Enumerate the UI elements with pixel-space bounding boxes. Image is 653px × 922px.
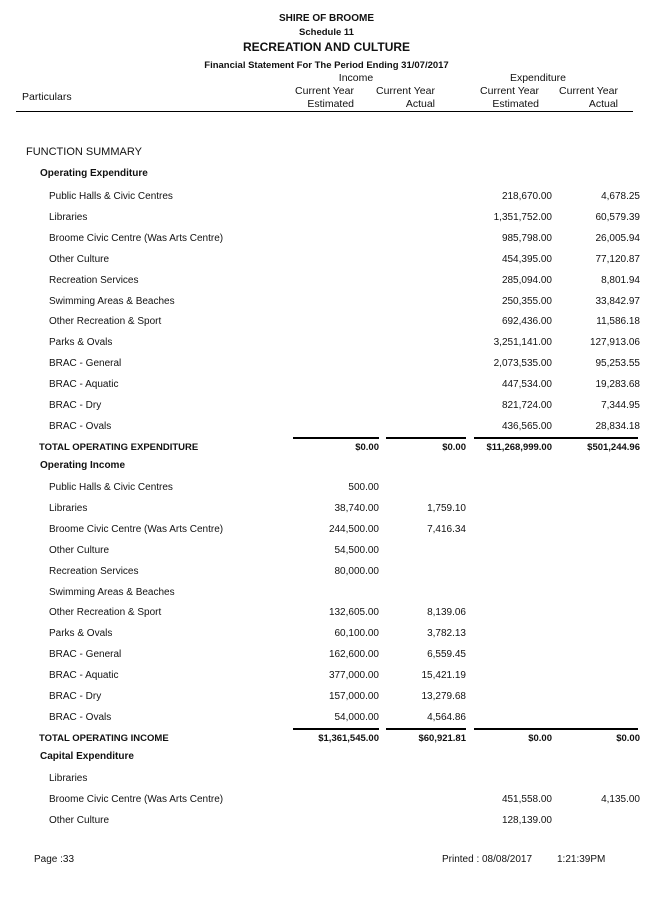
expenditure-actual-value: 28,834.18 [595, 420, 640, 432]
row-label: BRAC - Ovals [49, 711, 112, 723]
page-number: Page :33 [34, 854, 75, 865]
total-rule [293, 728, 379, 730]
row-label: Broome Civic Centre (Was Arts Centre) [49, 793, 224, 805]
total-rule [558, 728, 638, 730]
row-label: Libraries [49, 502, 88, 514]
table-row [0, 296, 653, 310]
total-rule [474, 437, 558, 439]
row-label: Libraries [49, 211, 88, 223]
income-actual-value: 3,782.13 [427, 628, 466, 640]
row-label: BRAC - Ovals [49, 420, 112, 432]
table-row [0, 233, 653, 247]
table-row [0, 254, 653, 268]
row-label: Other Culture [49, 544, 110, 556]
function-summary-heading: FUNCTION SUMMARY [26, 146, 142, 158]
table-row [0, 503, 653, 517]
expenditure-actual-value: 95,253.55 [595, 358, 640, 370]
header-divider [16, 111, 633, 112]
expenditure-estimated-value: 250,355.00 [501, 295, 552, 307]
row-label: Parks & Ovals [49, 337, 113, 349]
row-label: Libraries [49, 773, 88, 784]
row-label: Recreation Services [49, 274, 139, 286]
table-row [0, 337, 653, 351]
table-row [0, 691, 653, 705]
table-row [0, 815, 653, 829]
expenditure-estimated-value: 128,139.00 [501, 814, 552, 826]
row-label: BRAC - General [49, 649, 122, 661]
total-rule [386, 437, 466, 439]
income-estimated-value: 80,000.00 [334, 565, 379, 577]
total-label: TOTAL OPERATING EXPENDITURE [39, 442, 199, 453]
total-row [0, 733, 653, 747]
table-row [0, 358, 653, 372]
income-actual-value: 13,279.68 [421, 691, 466, 702]
table-row [0, 191, 653, 205]
income-estimated-value: 60,100.00 [334, 628, 379, 640]
expenditure-estimated-value: 985,798.00 [501, 232, 552, 244]
expenditure-estimated-total: $11,268,999.00 [486, 442, 552, 453]
row-label: Recreation Services [49, 565, 139, 577]
operating-income-heading: Operating Income [40, 460, 126, 471]
table-row [0, 649, 653, 663]
row-label: BRAC - Aquatic [49, 670, 119, 682]
expenditure-estimated-value: 285,094.00 [501, 274, 552, 286]
expenditure-estimated-header: Current Year Estimated [480, 85, 539, 110]
row-label: Other Recreation & Sport [49, 607, 162, 619]
expenditure-estimated-value: 447,534.00 [501, 379, 552, 391]
expenditure-actual-value: 77,120.87 [595, 253, 640, 265]
expenditure-actual-value: 60,579.39 [595, 211, 640, 223]
table-row [0, 670, 653, 684]
row-label: Other Recreation & Sport [49, 316, 162, 328]
table-row [0, 566, 653, 580]
org-name: SHIRE OF BROOME [278, 13, 374, 24]
income-actual-total: $60,921.81 [418, 733, 466, 744]
income-estimated-total: $1,361,545.00 [318, 733, 379, 744]
expenditure-actual-value: 19,283.68 [595, 379, 640, 391]
income-estimated-value: 377,000.00 [328, 670, 379, 682]
income-estimated-value: 500.00 [348, 482, 379, 493]
expenditure-actual-value: 7,344.95 [601, 400, 640, 411]
row-label: Other Culture [49, 814, 110, 826]
expenditure-actual-value: 33,842.97 [595, 295, 640, 307]
total-label: TOTAL OPERATING INCOME [39, 733, 169, 744]
expenditure-actual-value: 127,913.06 [589, 337, 640, 349]
income-estimated-total: $0.00 [355, 442, 379, 453]
row-label: BRAC - General [49, 358, 122, 370]
printed-label: Printed : [442, 854, 480, 865]
expenditure-actual-value: 4,135.00 [601, 793, 640, 805]
expenditure-estimated-value: 436,565.00 [501, 420, 552, 432]
expenditure-estimated-value: 2,073,535.00 [493, 358, 552, 370]
expenditure-actual-value: 8,801.94 [601, 274, 640, 286]
capital-expenditure-heading: Capital Expenditure [40, 751, 134, 762]
expenditure-estimated-value: 218,670.00 [501, 191, 552, 202]
particulars-header: Particulars [22, 91, 72, 103]
income-actual-header: Current Year Actual [376, 85, 435, 110]
report-period: Financial Statement For The Period Ending 31/07/2017 [204, 60, 449, 71]
income-estimated-header: Current Year Estimated [295, 85, 354, 110]
expenditure-actual-total: $0.00 [616, 733, 640, 744]
table-row [0, 607, 653, 621]
expenditure-actual-value: 11,586.18 [596, 316, 640, 328]
expenditure-actual-value: 4,678.25 [601, 191, 640, 202]
total-rule [474, 728, 558, 730]
table-row [0, 482, 653, 496]
income-actual-value: 8,139.06 [427, 607, 466, 619]
printed-date: 08/08/2017 [482, 854, 533, 865]
expenditure-actual-total: $501,244.96 [587, 442, 640, 453]
income-actual-value: 7,416.34 [427, 523, 466, 535]
row-label: Broome Civic Centre (Was Arts Centre) [49, 232, 224, 244]
expenditure-estimated-value: 451,558.00 [501, 793, 552, 805]
table-row [0, 628, 653, 642]
table-row [0, 275, 653, 289]
report-title: RECREATION AND CULTURE [242, 40, 411, 54]
expenditure-estimated-value: 692,436.00 [501, 316, 552, 328]
expenditure-estimated-value: 821,724.00 [501, 400, 552, 411]
income-actual-value: 6,559.45 [427, 649, 466, 661]
table-row [0, 400, 653, 414]
row-label: Public Halls & Civic Centres [49, 482, 173, 493]
row-label: Swimming Areas & Beaches [49, 586, 175, 598]
printed-time: 1:21:39PM [557, 854, 606, 865]
table-row [0, 421, 653, 435]
total-rule [386, 728, 466, 730]
income-estimated-value: 162,600.00 [328, 649, 379, 661]
row-label: Parks & Ovals [49, 628, 113, 640]
income-estimated-value: 132,605.00 [328, 607, 379, 619]
row-label: Swimming Areas & Beaches [49, 295, 175, 307]
expenditure-estimated-value: 1,351,752.00 [493, 211, 552, 223]
income-actual-total: $0.00 [442, 442, 466, 453]
income-actual-value: 4,564.86 [427, 711, 466, 723]
income-actual-value: 15,421.19 [421, 670, 466, 682]
income-estimated-value: 244,500.00 [328, 523, 379, 535]
row-label: Public Halls & Civic Centres [49, 191, 173, 202]
table-row [0, 545, 653, 559]
table-row [0, 794, 653, 808]
total-rule [293, 437, 379, 439]
table-row [0, 712, 653, 726]
table-row [0, 316, 653, 330]
row-label: Other Culture [49, 253, 110, 265]
income-estimated-value: 54,000.00 [334, 711, 379, 723]
income-estimated-value: 157,000.00 [328, 691, 379, 702]
income-estimated-value: 54,500.00 [334, 544, 379, 556]
income-estimated-value: 38,740.00 [334, 502, 379, 514]
table-row [0, 587, 653, 601]
expenditure-estimated-value: 454,395.00 [501, 253, 552, 265]
table-row [0, 773, 653, 787]
total-row [0, 442, 653, 456]
table-row [0, 524, 653, 538]
table-row [0, 379, 653, 393]
expenditure-group-header: Expenditure [509, 72, 567, 84]
schedule-label: Schedule 11 [299, 27, 354, 38]
income-group-header: Income [338, 72, 374, 84]
row-label: Broome Civic Centre (Was Arts Centre) [49, 523, 224, 535]
row-label: BRAC - Dry [49, 400, 102, 411]
row-label: BRAC - Dry [49, 691, 102, 702]
expenditure-actual-header: Current Year Actual [559, 85, 618, 110]
total-rule [558, 437, 638, 439]
expenditure-estimated-total: $0.00 [528, 733, 552, 744]
expenditure-estimated-value: 3,251,141.00 [493, 337, 552, 349]
expenditure-actual-value: 26,005.94 [595, 232, 640, 244]
table-row [0, 212, 653, 226]
row-label: BRAC - Aquatic [49, 379, 119, 391]
operating-expenditure-heading: Operating Expenditure [40, 168, 148, 179]
income-actual-value: 1,759.10 [427, 502, 466, 514]
